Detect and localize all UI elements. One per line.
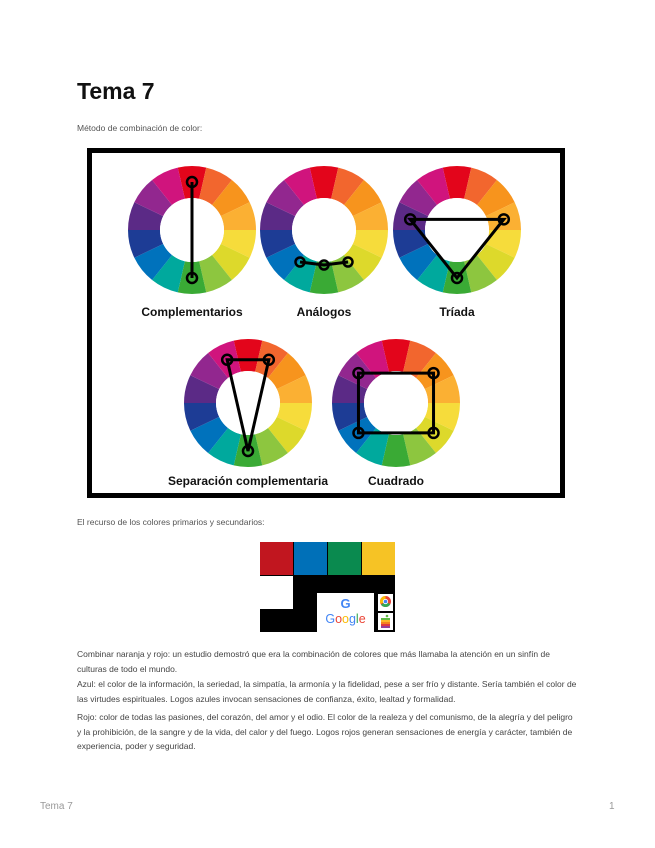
red-block <box>260 542 293 575</box>
color-wheel-triada <box>393 166 521 294</box>
label-cuadrado: Cuadrado <box>367 474 425 488</box>
label-complementarios: Complementarios <box>141 305 243 319</box>
color-wheel-separacion <box>184 339 312 467</box>
wheel-center <box>364 371 428 435</box>
color-wheel-cuadrado <box>332 339 460 467</box>
wheel-center <box>216 371 280 435</box>
chrome-logo-tile <box>378 594 393 611</box>
color-wheels-figure <box>87 148 565 498</box>
page-title: Tema 7 <box>77 78 155 104</box>
paragraph-naranja-rojo: Combinar naranja y rojo: un estudio demostró que era la combinación de colores que más llamaba la atención en un sinfín de culturas de todo el mundo. <box>77 649 550 674</box>
label-triada: Tríada <box>439 305 475 319</box>
apple-icon <box>378 613 393 630</box>
white-block <box>260 576 293 609</box>
method-caption: Método de combinación de color: <box>77 123 203 133</box>
apple-logo-tile <box>378 613 393 630</box>
primary-secondary-colors-figure <box>260 542 395 632</box>
page-number: 1 <box>609 801 615 812</box>
wheel-center <box>425 198 489 262</box>
color-wheel-complementarios <box>128 166 256 294</box>
yellow-block <box>362 542 395 575</box>
paragraph-rojo: Rojo: color de todas las pasiones, del corazón, del amor y el odio. El color de la realeza y del comunismo, de la alegría y del peligro y la prohibición, de la sangre y de la vida, del calor y del fuego. Logos rojos generan sensaciones de energía y carácter, también de experiencia, poder y seguridad. <box>77 712 573 751</box>
chrome-icon <box>378 594 393 611</box>
google-g-icon: G <box>340 596 351 611</box>
label-separacion-complementaria: Separación complementaria <box>167 474 329 488</box>
color-wheels-svg <box>92 153 560 493</box>
green-block <box>328 542 361 575</box>
wheel-center <box>292 198 356 262</box>
footer-title: Tema 7 <box>40 801 73 812</box>
label-analogos: Análogos <box>296 305 352 319</box>
google-logo-tile <box>317 593 374 632</box>
google-wordmark: Google <box>325 612 366 626</box>
resource-caption: El recurso de los colores primarios y secundarios: <box>77 517 265 527</box>
color-wheel-analogos <box>260 166 388 294</box>
paragraph-azul: Azul: el color de la información, la seriedad, la simpatía, la armonía y la fidelidad, pese a ser frío y distante. Sería también el color de las virtudes espirituales. Logos azules invocan sensaciones de confianza, éxito, lealtad y formalidad. <box>77 679 577 704</box>
blue-block <box>294 542 327 575</box>
